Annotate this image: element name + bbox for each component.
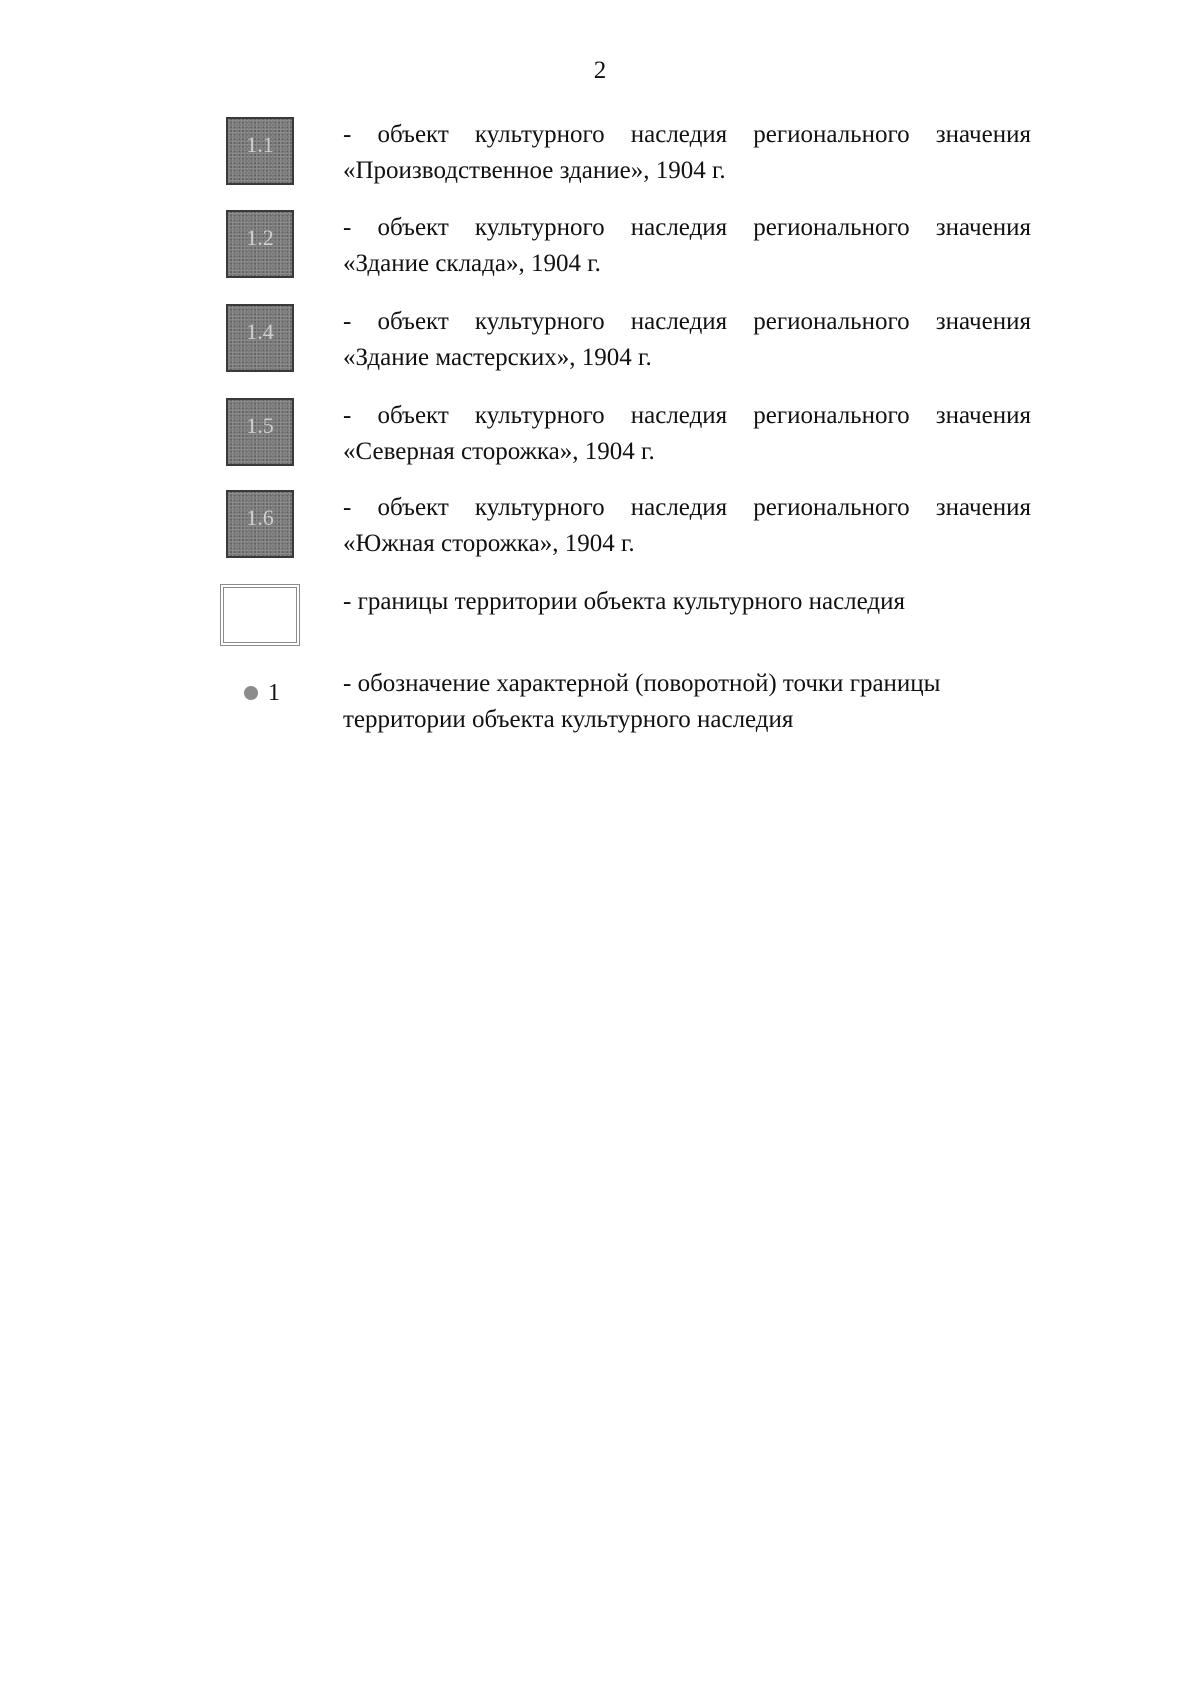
description-line-2: «Здание склада», 1904 г. xyxy=(343,250,601,277)
boundary-swatch xyxy=(220,584,300,646)
legend-description xyxy=(343,398,1031,470)
description-line-2: «Северная сторожка», 1904 г. xyxy=(343,438,655,465)
object-swatch xyxy=(226,398,294,466)
legend-description xyxy=(343,210,1031,282)
description-line-1: - объект культурного наследия регионального значения xyxy=(343,308,1031,335)
page-number: 2 xyxy=(593,57,607,84)
description-line-2: «Производственное здание», 1904 г. xyxy=(343,157,726,184)
swatch-code: 1.2 xyxy=(246,225,274,250)
legend-description xyxy=(343,117,1031,189)
object-swatch xyxy=(226,210,294,278)
description-line-2: территории объекта культурного наследия xyxy=(343,706,794,733)
description-line-1: - объект культурного наследия регионального значения xyxy=(343,402,1031,429)
object-swatch xyxy=(226,117,294,185)
swatch-code: 1.4 xyxy=(246,319,274,344)
legend-description xyxy=(343,304,1031,376)
point-label: 1 xyxy=(268,680,280,706)
description-line-1: - объект культурного наследия регионального значения xyxy=(343,214,1031,241)
legend-description xyxy=(343,490,1031,562)
description-line-2: «Южная сторожка», 1904 г. xyxy=(343,530,635,557)
object-swatch xyxy=(226,490,294,558)
legend-description xyxy=(343,584,1031,620)
boundary-description: - границы территории объекта культурного наследия xyxy=(343,588,906,615)
description-line-1: - объект культурного наследия регионального значения xyxy=(343,121,1031,148)
swatch-code: 1.5 xyxy=(246,413,274,438)
swatch-code: 1.6 xyxy=(246,505,274,530)
point-marker-icon xyxy=(244,686,258,700)
legend-description xyxy=(343,666,1031,738)
description-line-1: - объект культурного наследия регионального значения xyxy=(343,494,1031,521)
swatch-code: 1.1 xyxy=(246,132,274,157)
description-line-2: «Здание мастерских», 1904 г. xyxy=(343,344,652,371)
object-swatch xyxy=(226,304,294,372)
description-line-1: - обозначение характерной (поворотной) точки границы xyxy=(343,670,941,697)
